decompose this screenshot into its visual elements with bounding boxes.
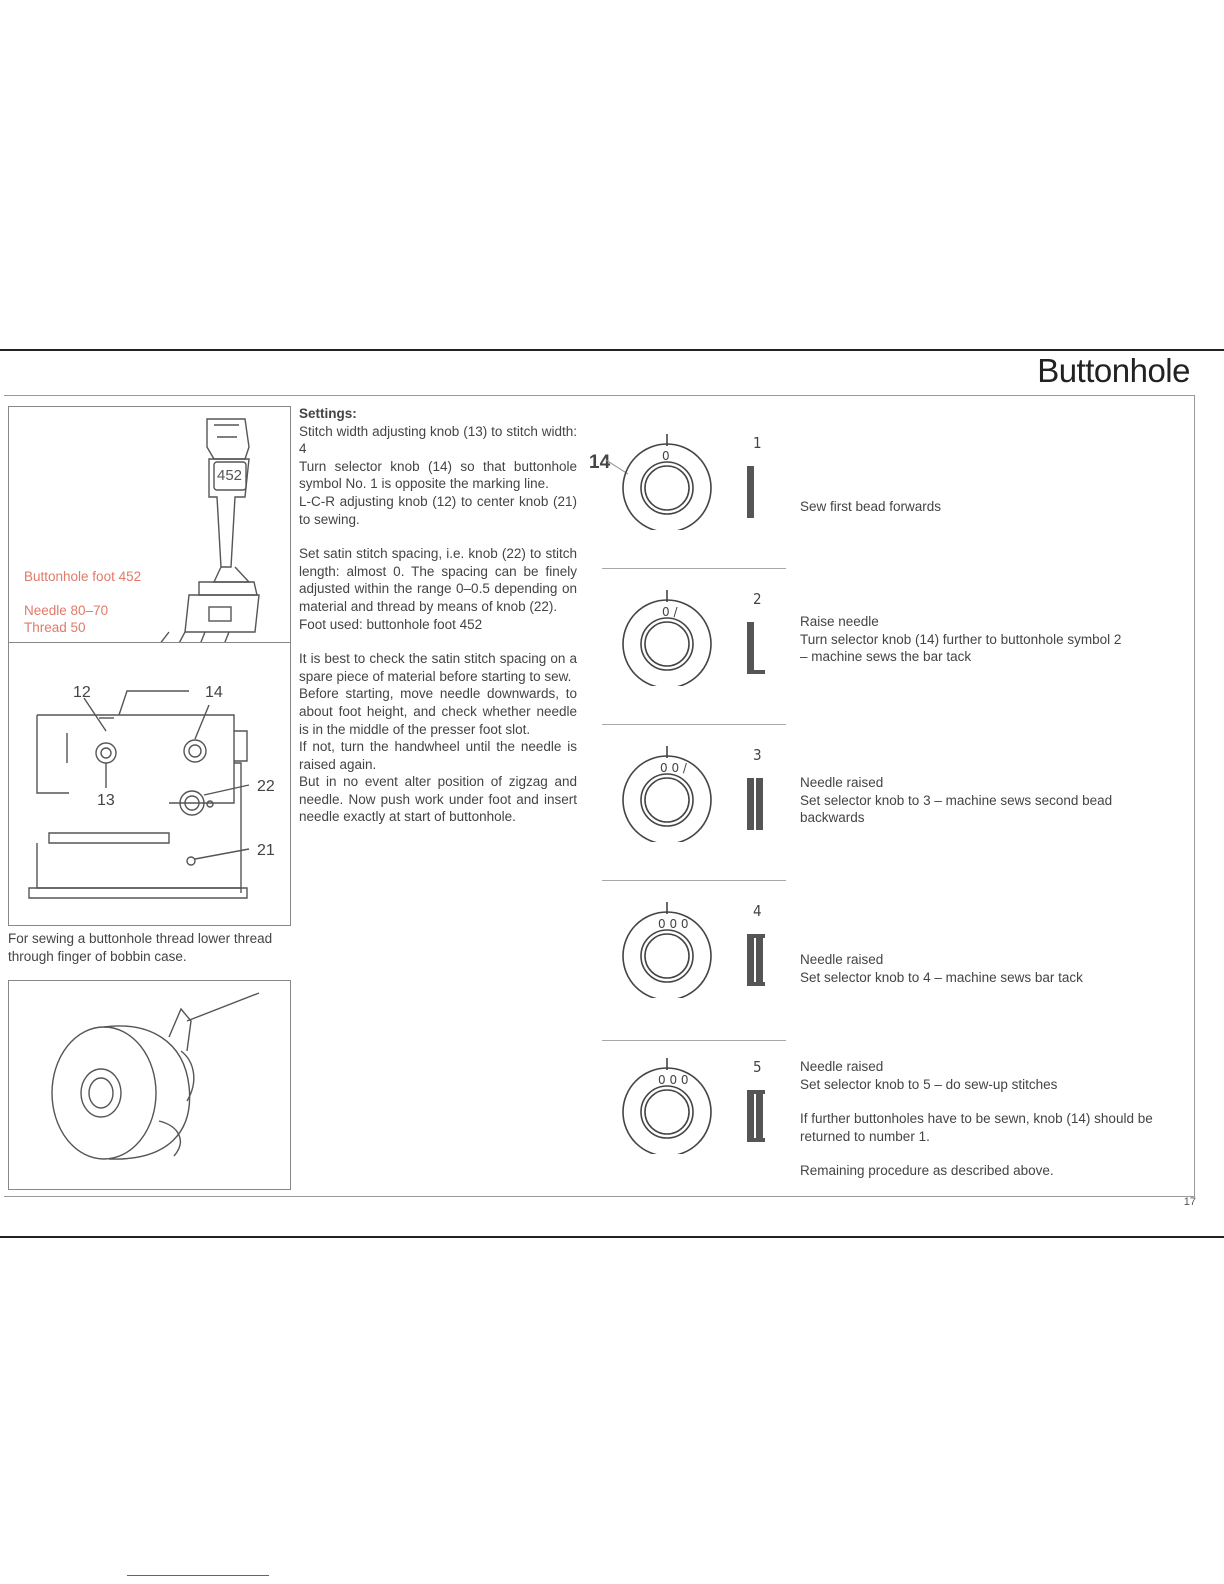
selector-knob-label: 14: [589, 452, 611, 473]
step-number-3: 3: [753, 746, 762, 764]
settings-line: Foot used: buttonhole foot 452: [299, 616, 483, 632]
callout-22: 22: [257, 778, 275, 795]
step-line: Needle raised: [800, 1059, 884, 1074]
step-divider: [602, 1040, 786, 1041]
step-number-1: 1: [753, 434, 762, 452]
step-text-5: [800, 1058, 1180, 1180]
settings-line: But in no event alter position of zigzag and needle. Now push work under foot and insert needle exactly at start of buttonhole.: [299, 774, 577, 825]
step-line: Sew first bead forwards: [800, 499, 942, 514]
thread-label: Thread 50: [24, 620, 86, 635]
step-line: Raise needle: [800, 614, 879, 629]
foot-label: Buttonhole foot 452: [24, 569, 142, 584]
stitch-symbol-5: [744, 1088, 768, 1144]
step-number-5: 5: [753, 1058, 762, 1076]
settings-line: Turn selector knob (14) so that buttonhole symbol No. 1 is opposite the marking line.: [299, 458, 577, 492]
callout-21: 21: [257, 842, 275, 859]
settings-text: [299, 405, 577, 843]
settings-line: Set satin stitch spacing, i.e. knob (22) to stitch length: almost 0. The spacing can be finely adjusted within the range 0–0.5 depending on material and thread by means of knob (22).: [299, 546, 577, 614]
svg-text:0 0 0: 0 0 0: [658, 1073, 689, 1087]
stitch-symbol-1: [744, 464, 758, 520]
selector-dial-4: [612, 898, 722, 998]
settings-paragraph-1: [299, 405, 577, 528]
callout-14: 14: [205, 684, 223, 701]
bobbin-case-figure: [8, 980, 291, 1190]
step-text-3: [800, 774, 1180, 827]
step-line: – machine sews the bar tack: [800, 649, 972, 664]
settings-paragraph-2: [299, 545, 577, 633]
step-divider: [602, 880, 786, 881]
settings-paragraph-3: [299, 650, 577, 826]
selector-dial-5: [612, 1054, 722, 1154]
needle-label: Needle 80–70: [24, 603, 109, 618]
settings-heading: Settings:: [299, 406, 357, 421]
settings-line: It is best to check the satin stitch spacing on a spare piece of material before starting to sew.: [299, 651, 577, 684]
buttonhole-foot-figure: [8, 406, 291, 661]
step-line: Needle raised: [800, 952, 884, 967]
machine-illustration: [9, 643, 290, 925]
selector-dial-1: [612, 430, 722, 530]
machine-figure: [8, 642, 291, 926]
step-divider: [602, 724, 786, 725]
svg-text:0 /: 0 /: [662, 605, 678, 619]
step-text-2: [800, 613, 1180, 666]
svg-text:0 0 /: 0 0 /: [660, 761, 687, 775]
step-line: Set selector knob to 5 – do sew-up stitches: [800, 1076, 1058, 1092]
step-line: Set selector knob to 4 – machine sews bar tack: [800, 969, 1083, 985]
stitch-symbol-2: [744, 620, 768, 676]
settings-line: Before starting, move needle downwards, to about foot height, and check whether needle is in the middle of the presser foot slot.: [299, 686, 577, 737]
step-number-2: 2: [753, 590, 762, 608]
step-line: Turn selector knob (14) further to buttonhole symbol 2: [800, 631, 1122, 647]
step-line: If further buttonholes have to be sewn, knob (14) should be returned to number 1.: [800, 1111, 1153, 1144]
step-line: Remaining procedure as described above.: [800, 1163, 1054, 1178]
selector-dial-3: [612, 742, 722, 842]
foot-marking: 452: [217, 467, 243, 484]
page-number: 17: [1183, 1196, 1196, 1208]
callout-12: 12: [73, 684, 91, 701]
settings-line: Stitch width adjusting knob (13) to stitch width: 4: [299, 423, 577, 457]
page-title: Buttonhole: [1037, 352, 1190, 389]
svg-text:0 0 0: 0 0 0: [658, 917, 689, 931]
selector-dial-2: [612, 586, 722, 686]
step-line: Needle raised: [800, 775, 884, 790]
svg-text:0: 0: [662, 449, 670, 463]
bobbin-caption: For sewing a buttonhole thread lower thread through finger of bobbin case.: [8, 931, 273, 964]
stitch-symbol-4: [744, 932, 768, 988]
callout-13: 13: [97, 792, 115, 809]
stitch-symbol-3: [744, 776, 768, 832]
bottom-rule: [127, 1575, 269, 1576]
step-number-4: 4: [753, 902, 762, 920]
settings-line: If not, turn the handwheel until the needle is raised again.: [299, 739, 577, 772]
step-divider: [602, 568, 786, 569]
step-line: Set selector knob to 3 – machine sews second bead backwards: [800, 792, 1113, 825]
settings-line: L-C-R adjusting knob (12) to center knob (21) to sewing.: [299, 493, 577, 527]
step-text-4: [800, 951, 1180, 986]
step-text-1: [800, 498, 1180, 516]
bobbin-case-illustration: [9, 981, 290, 1189]
